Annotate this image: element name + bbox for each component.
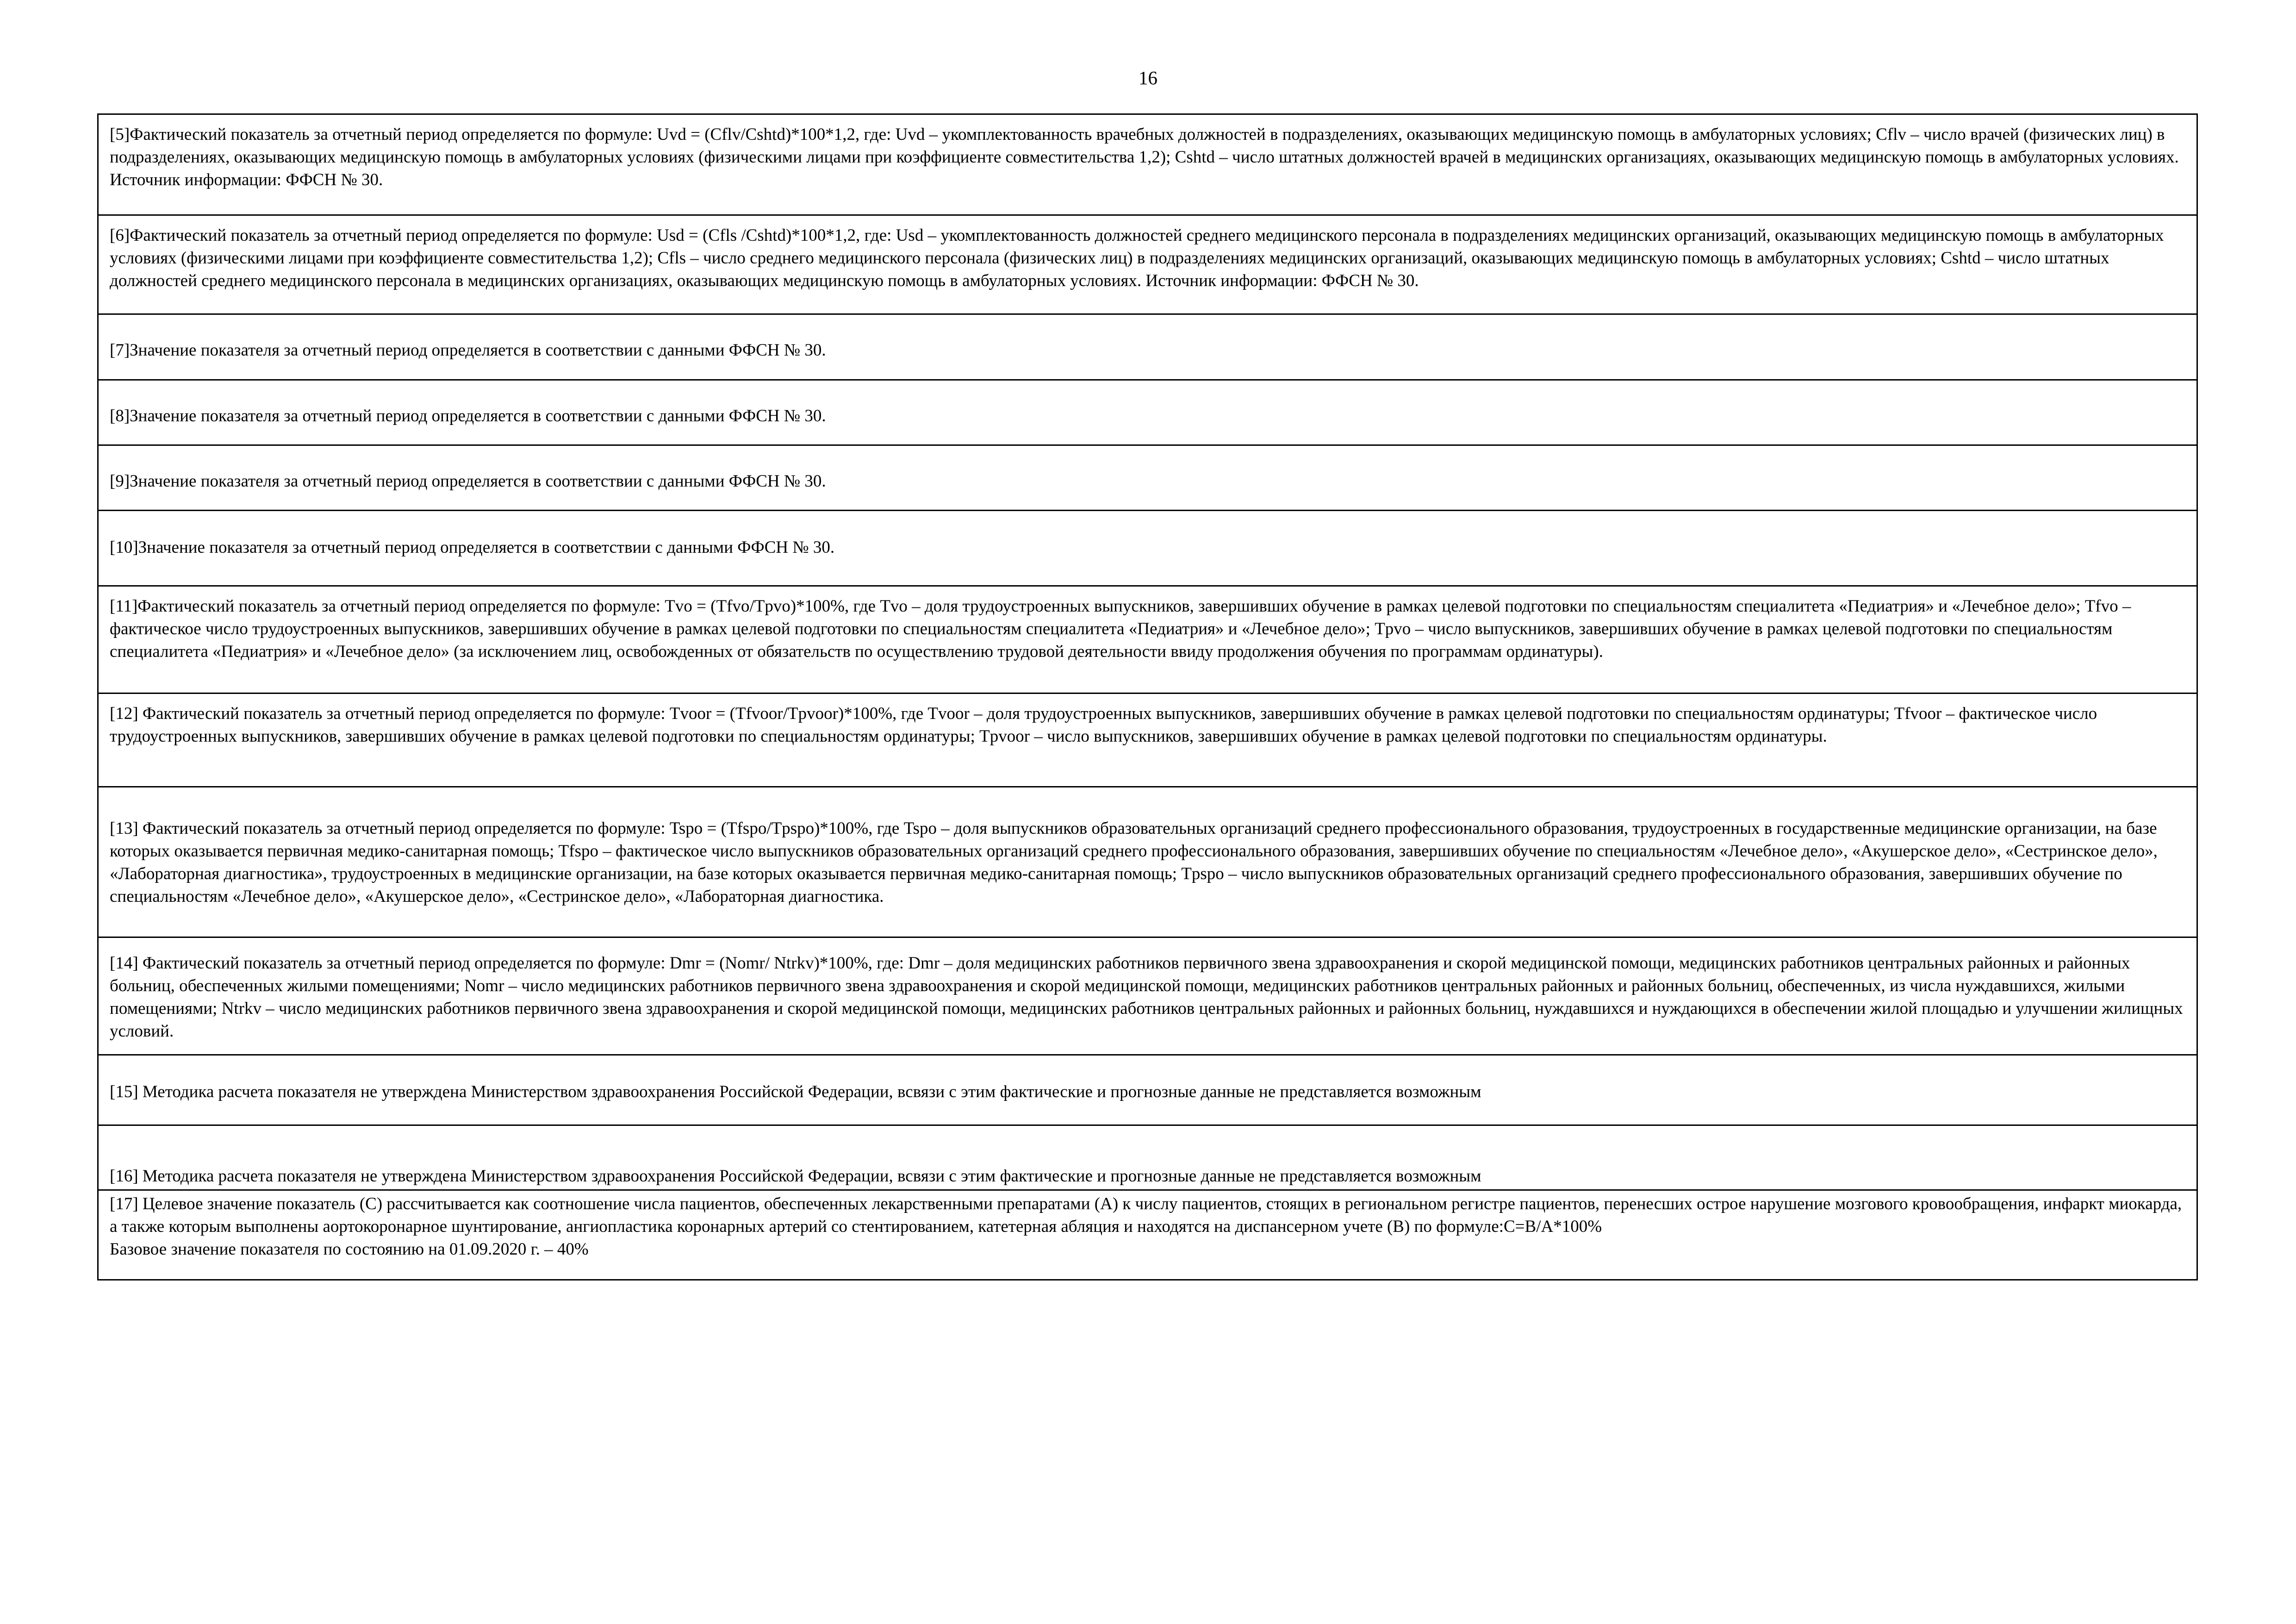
note-7-text: [7]Значение показателя за отчетный период определяется в соответствии с данными ФФСН № 30. bbox=[98, 314, 2197, 380]
note-11-text: [11]Фактический показатель за отчетный период определяется по формуле: Tvo = (Tfvo/Tpvo)*100%, где Tvo – доля трудоустроенных выпускников, завершивших обучение в рамках целевой подготовки по специальностям специалитета «Педиатрия» и «Лечебное дело»; Tfvo – фактическое число трудоустроенных выпускников, завершивших обучение в рамках целевой подготовки по специальностям специалитета «Педиатрия» и «Лечебное дело»; Tpvo – число выпускников, завершивших обучение в рамках целевой подготовки по специальностям специалитета «Педиатрия» и «Лечебное дело» (за исключением лиц, освобожденных от обязательств по осуществлению трудовой деятельности ввиду продолжения обучения по программам ординатуры). bbox=[98, 586, 2197, 693]
note-17-text: [17] Целевое значение показатель (С) рассчитывается как соотношение числа пациентов, обеспеченных лекарственными препаратами (А) к числу пациентов, стоящих в региональном регистре пациентов, перенесших острое нарушение мозгового кровообращения, инфаркт миокарда, а также которым выполнены аортокоронарное шунтирование, ангиопластика коронарных артерий со стентированием, катетерная абляция и находятся на диспансерном учете (В) по формуле:С=В/А*100% bbox=[110, 1194, 2182, 1236]
note-row-8 bbox=[98, 380, 2197, 445]
note-row-10 bbox=[98, 511, 2197, 586]
note-6-text: [6]Фактический показатель за отчетный период определяется по формуле: Usd = (Cfls /Cshtd)*100*1,2, где: Usd – укомплектованность должностей среднего медицинского персонала в подразделениях медицинских организаций, оказывающих медицинскую помощь в амбулаторных условиях (физическими лицами при коэффициенте совместительства 1,2); Cfls – число среднего медицинского персонала (физических лиц) в подразделениях медицинских организаций, оказывающих медицинскую помощь в амбулаторных условиях; Cshtd – число штатных должностей среднего медицинского персонала в медицинских организациях, оказывающих медицинскую помощь в амбулаторных условиях. Источник информации: ФФСН № 30. bbox=[98, 215, 2197, 314]
note-14-text: [14] Фактический показатель за отчетный период определяется по формуле: Dmr = (Nomr/ Ntrkv)*100%, где: Dmr – доля медицинских работников первичного звена здравоохранения и скорой медицинской помощи, медицинских работников центральных районных и районных больниц, обеспеченных жилыми помещениями; Nomr – число медицинских работников первичного звена здравоохранения и скорой медицинской помощи, медицинских работников центральных районных и районных больниц, обеспеченных, из числа нуждавшихся, жилыми помещениями; Ntrkv – число медицинских работников первичного звена здравоохранения и скорой медицинской помощи, медицинских работников центральных районных и районных больниц, нуждавшихся и нуждающихся в обеспечении жилой площадью и улучшении жилищных условий. bbox=[98, 937, 2197, 1055]
note-15-text: [15] Методика расчета показателя не утверждена Министерством здравоохранения Российской Федерации, всвязи с этим фактические и прогнозные данные не представляется возможным bbox=[98, 1055, 2197, 1125]
note-row-7 bbox=[98, 314, 2197, 380]
note-17-cell bbox=[98, 1190, 2197, 1280]
note-row-13 bbox=[98, 787, 2197, 937]
note-row-16 bbox=[98, 1125, 2197, 1190]
note-12-text: [12] Фактический показатель за отчетный период определяется по формуле: Tvoor = (Tfvoor/Tpvoor)*100%, где Tvoor – доля трудоустроенных выпускников, завершивших обучение в рамках целевой подготовки по специальностям ординатуры; Tfvoor – фактическое число трудоустроенных выпускников, завершивших обучение в рамках целевой подготовки по специальностям ординатуры; Tpvoor – число выпускников, завершивших обучение в рамках целевой подготовки по специальностям ординатуры. bbox=[98, 693, 2197, 787]
note-row-5 bbox=[98, 114, 2197, 215]
note-row-14 bbox=[98, 937, 2197, 1055]
note-row-9 bbox=[98, 445, 2197, 511]
page-number: 16 bbox=[1139, 67, 1157, 88]
note-13-text: [13] Фактический показатель за отчетный период определяется по формуле: Tspo = (Tfspo/Tpspo)*100%, где Tspo – доля выпускников образовательных организаций среднего профессионального образования, трудоустроенных в государственные медицинские организации, на базе которых оказывается первичная медико-санитарная помощь; Tfspo – фактическое число выпускников образовательных организаций среднего профессионального образования, завершивших обучение по специальностям «Лечебное дело», «Акушерское дело», «Сестринское дело», «Лабораторная диагностика», трудоустроенных в медицинские организации, на базе которых оказывается первичная медико-санитарная помощь; Tpspo – число выпускников образовательных организаций среднего профессионального образования, завершивших обучение по специальностям «Лечебное дело», «Акушерское дело», «Сестринское дело», «Лабораторная диагностика. bbox=[98, 787, 2197, 937]
note-row-15 bbox=[98, 1055, 2197, 1125]
note-16-text: [16] Методика расчета показателя не утверждена Министерством здравоохранения Российской Федерации, всвязи с этим фактические и прогнозные данные не представляется возможным bbox=[98, 1125, 2197, 1190]
note-9-text: [9]Значение показателя за отчетный период определяется в соответствии с данными ФФСН № 30. bbox=[98, 445, 2197, 511]
note-row-17 bbox=[98, 1190, 2197, 1280]
note-17-baseline: Базовое значение показателя по состоянию на 01.09.2020 г. – 40% bbox=[110, 1240, 589, 1259]
note-row-12 bbox=[98, 693, 2197, 787]
note-10-text: [10]Значение показателя за отчетный период определяется в соответствии с данными ФФСН № 30. bbox=[98, 511, 2197, 586]
note-row-6 bbox=[98, 215, 2197, 314]
note-5-text: [5]Фактический показатель за отчетный период определяется по формуле: Uvd = (Cflv/Cshtd)*100*1,2, где: Uvd – укомплектованность врачебных должностей в подразделениях, оказывающих медицинскую помощь в амбулаторных условиях; Cflv – число врачей (физических лиц) в подразделениях, оказывающих медицинскую помощь в амбулаторных условиях (физическими лицами при коэффициенте совместительства 1,2); Cshtd – число штатных должностей врачей в медицинских организациях, оказывающих медицинскую помощь в амбулаторных условиях. Источник информации: ФФСН № 30. bbox=[98, 114, 2197, 215]
notes-table bbox=[97, 113, 2198, 1280]
note-8-text: [8]Значение показателя за отчетный период определяется в соответствии с данными ФФСН № 30. bbox=[98, 380, 2197, 445]
note-row-11 bbox=[98, 586, 2197, 693]
